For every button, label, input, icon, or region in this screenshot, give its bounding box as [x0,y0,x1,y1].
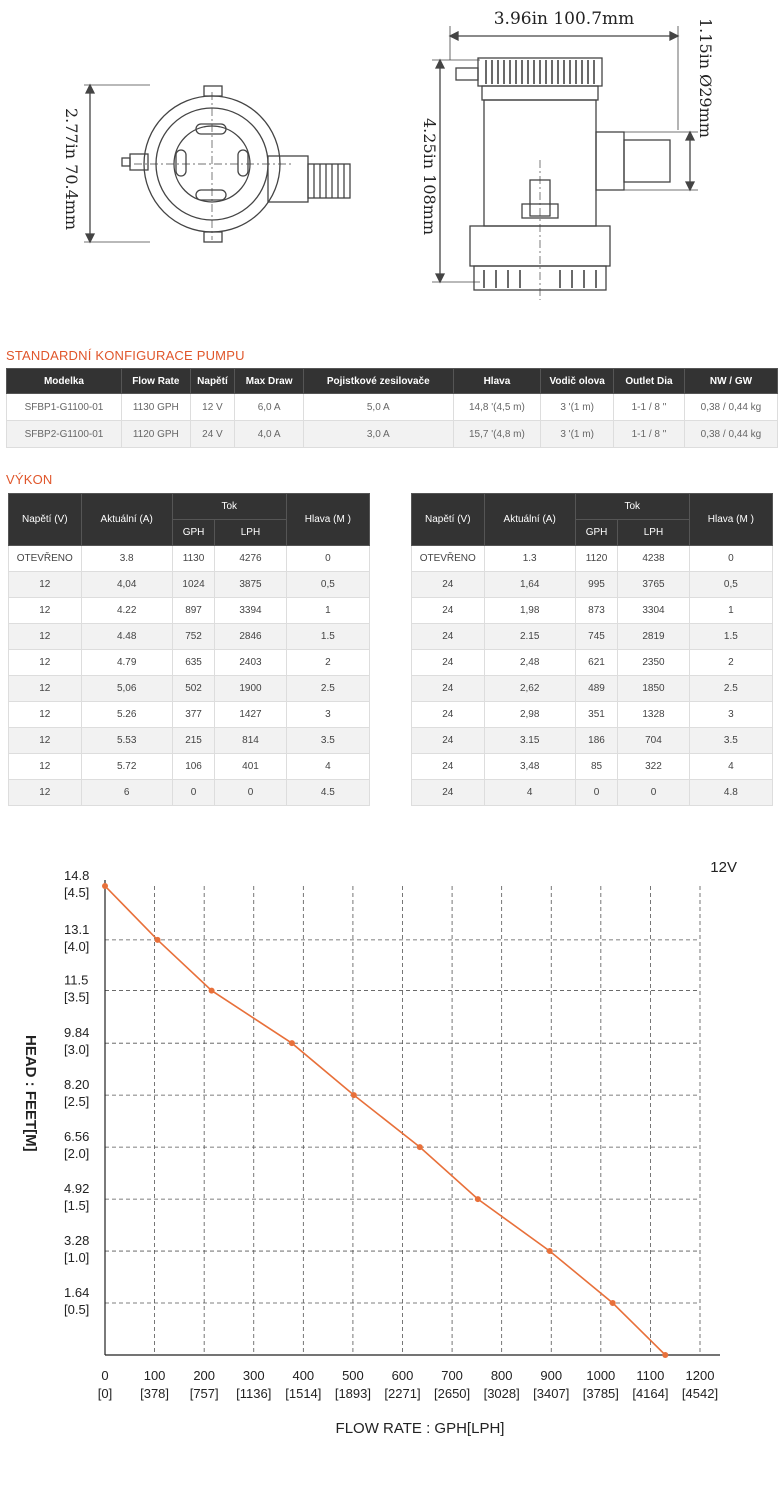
spec-cell: 12 V [190,394,235,421]
dimension-diameter-label: 2.77in 70.4mm [62,108,81,231]
data-point [155,937,161,943]
spec-section-title: STANDARDNÍ KONFIGURACE PUMPU [6,348,245,363]
performance-cell: 621 [575,650,617,676]
x-tick-sublabel: [4164] [632,1386,669,1401]
performance-cell: 12 [9,728,82,754]
performance-row [412,676,773,702]
x-tick-sublabel: [757] [189,1386,219,1401]
performance-cell: 2.5 [689,676,772,702]
side-view-drawing [432,26,698,300]
performance-cell: 4.5 [286,780,369,806]
performance-cell: 4276 [215,546,287,572]
performance-cell: 0 [286,546,369,572]
spec-cell: 0,38 / 0,44 kg [684,421,777,448]
data-point [289,1040,295,1046]
x-tick-sublabel: [1893] [334,1386,371,1401]
performance-cell: 24 [412,702,485,728]
performance-cell: 5,06 [81,676,172,702]
spec-cell: 3 '(1 m) [541,394,614,421]
spec-cell: 14,8 '(4,5 m) [453,394,541,421]
performance-cell: 3304 [618,598,690,624]
performance-cell: 745 [575,624,617,650]
performance-cell: 186 [575,728,617,754]
y-tick-sublabel: [1.5] [64,1198,90,1214]
x-tick-sublabel: [378] [140,1386,170,1401]
dimension-outlet-label: 1.15in Ø29mm [696,18,715,138]
spec-cell: 1120 GPH [121,421,190,448]
performance-cell: 5.26 [81,702,172,728]
x-tick-label: 300 [242,1368,265,1383]
performance-cell: 215 [172,728,214,754]
x-tick-label: 200 [193,1368,216,1383]
performance-row [412,624,773,650]
x-tick-label: 100 [143,1368,166,1383]
performance-cell: 1 [689,598,772,624]
data-point [417,1144,423,1150]
y-tick-sublabel: [2.0] [64,1146,90,1162]
x-tick-sublabel: [2650] [434,1386,471,1401]
spec-header-cell: Vodič olova [541,369,614,394]
y-tick-sublabel: [1.0] [64,1250,90,1266]
spec-header-cell: Max Draw [235,369,304,394]
y-tick-label: 14.8 [64,868,90,883]
performance-cell: 3875 [215,572,287,598]
performance-cell: 1328 [618,702,690,728]
x-tick-label: 0 [101,1368,109,1383]
header-flow: Tok [575,494,689,520]
performance-cell: 635 [172,650,214,676]
spec-header-cell: Outlet Dia [613,369,684,394]
performance-cell: 351 [575,702,617,728]
performance-cell: 3 [286,702,369,728]
data-point [209,988,215,994]
y-tick-label: 13.1 [64,921,90,937]
performance-cell: 2.5 [286,676,369,702]
y-tick-sublabel: [2.5] [64,1094,90,1110]
header-head: Hlava (M ) [286,494,369,546]
performance-cell: 1.5 [689,624,772,650]
performance-cell: 2846 [215,624,287,650]
performance-row [9,676,370,702]
performance-cell: OTEVŘENO [412,546,485,572]
performance-cell: 106 [172,754,214,780]
performance-cell: 401 [215,754,287,780]
chart-ylabel: HEAD : FEET[M] [22,1035,39,1152]
performance-cell: 24 [412,624,485,650]
performance-cell: 322 [618,754,690,780]
performance-cell: 502 [172,676,214,702]
performance-cell: 1427 [215,702,287,728]
performance-cell: 3.5 [286,728,369,754]
x-tick-label: 900 [540,1368,563,1383]
y-tick-sublabel: [0.5] [64,1302,90,1318]
performance-row [412,598,773,624]
performance-cell: 4,04 [81,572,172,598]
data-point [475,1196,481,1202]
performance-cell: 12 [9,624,82,650]
spec-header-cell: Flow Rate [121,369,190,394]
spec-cell: SFBP1-G1100-01 [7,394,122,421]
spec-header-cell: Modelka [7,369,122,394]
data-point [547,1248,553,1254]
performance-cell: 12 [9,598,82,624]
performance-cell: 2 [286,650,369,676]
performance-cell: 0 [575,780,617,806]
spec-cell: 3,0 A [304,421,454,448]
y-tick-label: 8.20 [64,1077,90,1093]
header-lph: LPH [215,520,287,546]
performance-cell: 1024 [172,572,214,598]
spec-table [6,368,778,448]
spec-cell: 1130 GPH [121,394,190,421]
performance-cell: 12 [9,676,82,702]
performance-cell: 4.22 [81,598,172,624]
performance-cell: 2819 [618,624,690,650]
spec-header-row [7,369,778,394]
performance-cell: 3394 [215,598,287,624]
performance-cell: 1 [286,598,369,624]
performance-cell: 24 [412,598,485,624]
x-tick-sublabel: [1514] [285,1386,322,1401]
spec-cell: 24 V [190,421,235,448]
spec-header-cell: NW / GW [684,369,777,394]
chart-title: 12V [710,859,737,876]
performance-cell: 3.15 [484,728,575,754]
y-tick-label: 11.5 [64,972,89,988]
header-voltage: Napětí (V) [412,494,485,546]
performance-cell: 3 [689,702,772,728]
performance-cell: 85 [575,754,617,780]
y-tick-sublabel: [4.0] [64,938,90,954]
performance-cell: 1,98 [484,598,575,624]
performance-cell: 0 [215,780,287,806]
performance-row [412,754,773,780]
x-tick-sublabel: [0] [97,1386,113,1401]
spec-cell: 15,7 '(4,8 m) [453,421,541,448]
performance-cell: 5.53 [81,728,172,754]
performance-cell: 3,48 [484,754,575,780]
performance-cell: 1,64 [484,572,575,598]
y-tick-sublabel: [4.5] [64,885,90,900]
performance-cell: 1850 [618,676,690,702]
performance-cell: 12 [9,702,82,728]
performance-cell: 3765 [618,572,690,598]
performance-row [412,546,773,572]
performance-cell: 2,48 [484,650,575,676]
performance-cell: 2,98 [484,702,575,728]
header-gph: GPH [575,520,617,546]
dimension-height-label: 4.25in 108mm [420,118,439,236]
y-tick-label: 3.28 [64,1233,90,1249]
performance-row [9,546,370,572]
x-tick-label: 1000 [586,1368,616,1383]
spec-header-cell: Hlava [453,369,541,394]
series-line [105,886,665,1355]
header-head: Hlava (M ) [689,494,772,546]
performance-cell: 3.5 [689,728,772,754]
spec-row [7,394,778,421]
x-tick-label: 600 [391,1368,414,1383]
data-point [351,1092,357,1098]
performance-cell: 24 [412,728,485,754]
performance-cell: 4.8 [689,780,772,806]
performance-cell: 0,5 [286,572,369,598]
x-tick-label: 400 [292,1368,315,1383]
performance-cell: 704 [618,728,690,754]
performance-cell: 0 [618,780,690,806]
performance-cell: 897 [172,598,214,624]
x-tick-sublabel: [1136] [236,1386,272,1401]
y-tick-label: 6.56 [64,1129,90,1145]
performance-row [9,702,370,728]
spec-header-cell: Pojistkové zesilovače [304,369,454,394]
performance-cell: 1900 [215,676,287,702]
header-flow: Tok [172,494,286,520]
data-point [102,883,108,889]
performance-cell: 12 [9,780,82,806]
data-point [610,1300,616,1306]
performance-cell: 0 [172,780,214,806]
performance-cell: 4.48 [81,624,172,650]
x-tick-label: 500 [342,1368,364,1383]
x-tick-sublabel: [4542] [681,1386,719,1401]
performance-cell: 752 [172,624,214,650]
x-tick-label: 700 [441,1368,463,1383]
performance-cell: 3.8 [81,546,172,572]
performance-row [9,650,370,676]
performance-cell: 873 [575,598,617,624]
spec-cell: 3 '(1 m) [541,421,614,448]
performance-cell: 1.5 [286,624,369,650]
header-current: Aktuální (A) [81,494,172,546]
performance-cell: 2,62 [484,676,575,702]
spec-cell: 4,0 A [235,421,304,448]
y-tick-label: 4.92 [64,1181,90,1197]
performance-cell: 4.79 [81,650,172,676]
performance-cell: 995 [575,572,617,598]
head-flow-chart [0,840,784,1460]
performance-cell: 0,5 [689,572,772,598]
spec-cell: 0,38 / 0,44 kg [684,394,777,421]
x-tick-sublabel: [3028] [483,1386,520,1401]
performance-cell: 814 [215,728,287,754]
performance-cell: 24 [412,754,485,780]
x-tick-sublabel: [3407] [533,1386,570,1401]
y-tick-label: 1.64 [64,1285,90,1301]
header-gph: GPH [172,520,214,546]
performance-cell: 1.3 [484,546,575,572]
spec-cell: 1-1 / 8 " [613,421,684,448]
y-tick-sublabel: [3.5] [64,989,90,1005]
spec-row [7,421,778,448]
performance-row [412,572,773,598]
performance-cell: 12 [9,754,82,780]
x-tick-label: 1100 [636,1368,665,1383]
performance-row [9,572,370,598]
performance-row [412,728,773,754]
chart-xlabel: FLOW RATE : GPH[LPH] [335,1420,505,1437]
performance-cell: 2403 [215,650,287,676]
performance-cell: 24 [412,780,485,806]
performance-cell: 2 [689,650,772,676]
performance-cell: 24 [412,676,485,702]
spec-cell: 1-1 / 8 " [613,394,684,421]
pump-dimension-drawings [0,0,784,330]
performance-cell: 0 [689,546,772,572]
spec-header-cell: Napětí [190,369,235,394]
performance-cell: 24 [412,572,485,598]
performance-row [9,728,370,754]
performance-cell: 4238 [618,546,690,572]
performance-row [412,702,773,728]
x-tick-label: 1200 [685,1368,715,1383]
performance-cell: 377 [172,702,214,728]
header-current: Aktuální (A) [484,494,575,546]
performance-cell: 489 [575,676,617,702]
performance-cell: 1130 [172,546,214,572]
performance-row [9,780,370,806]
x-tick-sublabel: [3785] [582,1386,619,1401]
data-point [662,1352,668,1358]
header-lph: LPH [618,520,690,546]
performance-table-12v [8,493,370,806]
performance-cell: 4 [484,780,575,806]
spec-cell: SFBP2-G1100-01 [7,421,122,448]
performance-cell: 4 [689,754,772,780]
performance-row [9,624,370,650]
performance-table-24v [411,493,773,806]
performance-row [412,780,773,806]
x-tick-label: 800 [490,1368,513,1383]
performance-cell: 12 [9,650,82,676]
performance-cell: OTEVŘENO [9,546,82,572]
top-view-drawing [84,85,350,242]
performance-section-title: VÝKON [6,472,53,487]
y-tick-label: 9.84 [64,1025,90,1041]
performance-cell: 2350 [618,650,690,676]
x-tick-sublabel: [2271] [384,1386,421,1401]
performance-row [9,598,370,624]
performance-cell: 2.15 [484,624,575,650]
performance-cell: 1120 [575,546,617,572]
performance-cell: 12 [9,572,82,598]
performance-cell: 5.72 [81,754,172,780]
spec-cell: 5,0 A [304,394,454,421]
y-tick-sublabel: [3.0] [64,1042,90,1058]
performance-cell: 24 [412,650,485,676]
header-voltage: Napětí (V) [9,494,82,546]
performance-cell: 4 [286,754,369,780]
performance-cell: 6 [81,780,172,806]
spec-cell: 6,0 A [235,394,304,421]
dimension-width-label: 3.96in 100.7mm [493,9,635,29]
performance-row [412,650,773,676]
performance-row [9,754,370,780]
